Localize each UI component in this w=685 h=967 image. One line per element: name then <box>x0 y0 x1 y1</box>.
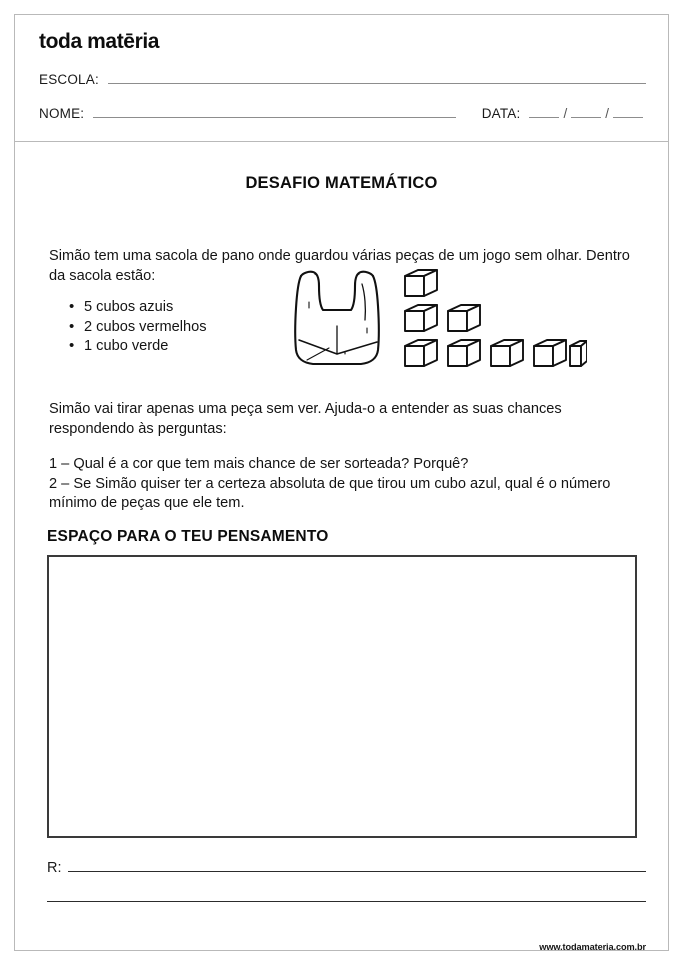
footer-url: www.todamateria.com.br <box>539 942 646 952</box>
date-day-input[interactable] <box>529 106 559 118</box>
school-field-row <box>39 72 646 87</box>
school-input-line[interactable] <box>108 72 646 84</box>
cube <box>534 340 566 366</box>
date-separator-2: / <box>605 106 609 121</box>
thinking-space-box[interactable] <box>47 555 637 838</box>
questions-block <box>49 455 647 514</box>
answer-label: R: <box>47 860 62 876</box>
intro-paragraph: Simão tem uma sacola de pano onde guardou várias peças de um jogo sem olhar. Dentro da sacola estão: <box>49 248 630 284</box>
cube-group <box>405 270 587 366</box>
date-field-group <box>482 106 646 121</box>
date-separator-1: / <box>563 106 568 121</box>
worksheet-header <box>15 15 668 142</box>
question-1: 1 – Qual é a cor que tem mais chance de ser sorteada? Porquê? <box>49 456 469 472</box>
name-input-line[interactable] <box>93 106 455 118</box>
name-field-row <box>39 106 646 121</box>
answer-input-line-1[interactable] <box>68 862 647 872</box>
date-label: DATA: <box>481 106 521 121</box>
page-title: DESAFIO MATEMÁTICO <box>245 174 438 192</box>
date-month-input[interactable] <box>571 106 601 118</box>
bag-and-cubes-illustration <box>287 262 587 377</box>
list-item: • 1 cubo verde <box>67 337 207 357</box>
cube <box>570 341 587 366</box>
thinking-space-heading: ESPAÇO PARA O TEU PENSAMENTO <box>47 528 329 545</box>
date-year-input[interactable] <box>613 106 643 118</box>
answer-field-row <box>47 860 646 876</box>
question-2: 2 – Se Simão quiser ter a certeza absoluta de que tirou um cubo azul, qual é o número mínimo de peças que ele tem. <box>49 475 611 511</box>
prompt-paragraph: Simão vai tirar apenas uma peça sem ver. Ajuda-o a entender as suas chances respondendo às perguntas: <box>49 401 562 437</box>
illustration-svg <box>287 262 587 377</box>
cube-inventory-list <box>67 298 207 357</box>
school-label: ESCOLA: <box>39 72 99 87</box>
cube <box>405 340 437 366</box>
list-item: • 2 cubos vermelhos <box>67 318 207 338</box>
brand-logo: toda matēria <box>39 30 160 53</box>
answer-input-line-2[interactable] <box>47 901 646 902</box>
cube <box>448 305 480 331</box>
cube <box>405 305 437 331</box>
cube <box>448 340 480 366</box>
worksheet-body <box>15 174 668 952</box>
cube <box>405 270 437 296</box>
name-label: NOME: <box>39 106 85 121</box>
worksheet-page <box>14 14 669 951</box>
cloth-bag-icon <box>295 272 379 364</box>
list-item: • 5 cubos azuis <box>67 298 207 318</box>
cube <box>491 340 523 366</box>
